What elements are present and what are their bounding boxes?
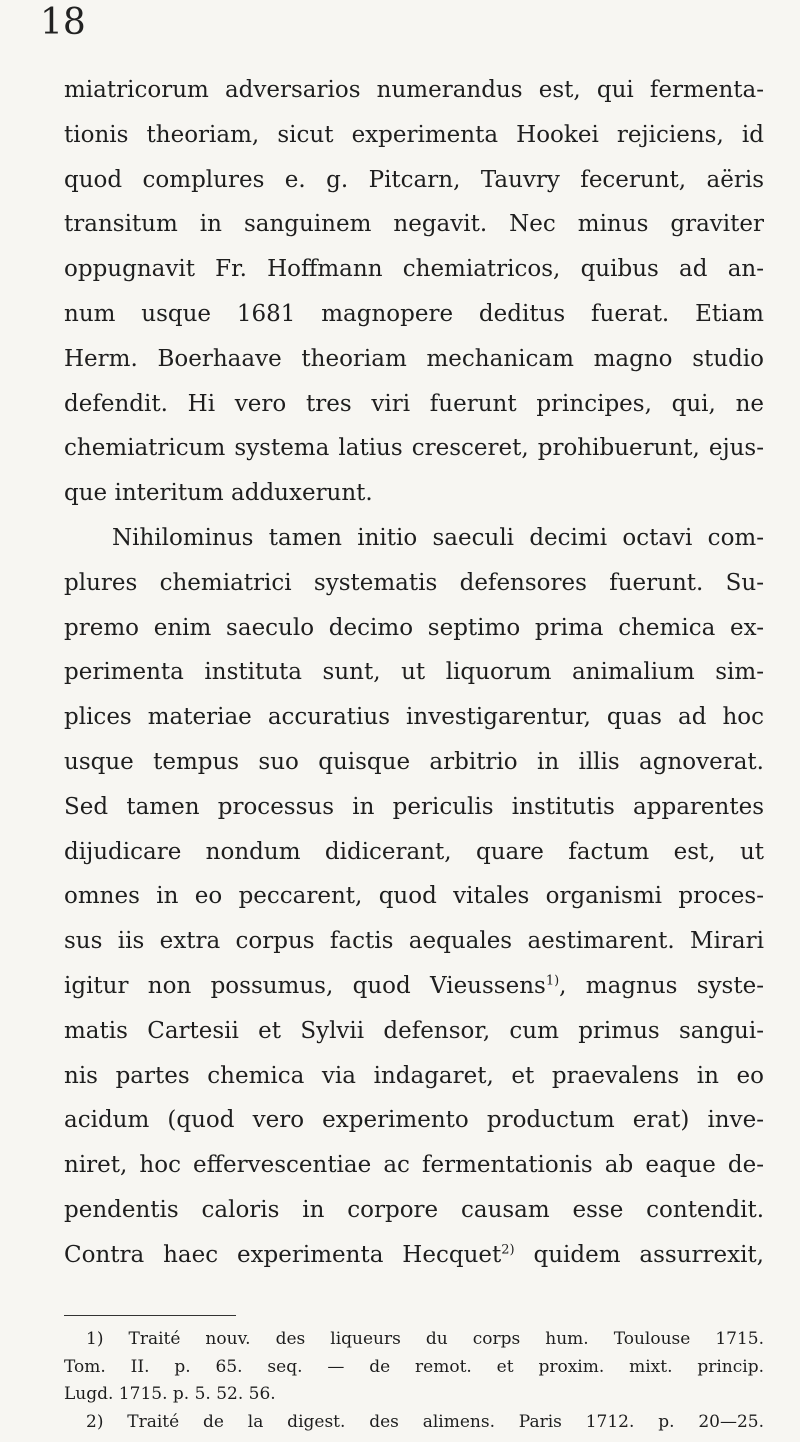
- text-line: matis Cartesii et Sylvii defensor, cum primus sangui-: [64, 1017, 764, 1044]
- text-line: omnes in eo peccarent, quod vitales organismi proces-: [64, 883, 764, 910]
- text-line: sus iis extra corpus factis aequales aestimarent. Mirari: [64, 928, 764, 955]
- footnote-ref-1: 1): [545, 973, 560, 989]
- text-line: transitum in sanguinem negavit. Nec minus graviter: [64, 211, 764, 238]
- text-fragment: , magnus syste-: [559, 972, 764, 999]
- text-line: quod complures e. g. Pitcarn, Tauvry fecerunt, aëris: [64, 166, 764, 193]
- footnote-1-continued: Lugd. 1715. p. 5. 52. 56.: [64, 1384, 276, 1404]
- footnotes: [64, 1326, 764, 1436]
- body-text: [64, 68, 764, 1278]
- text-line: dijudicare nondum didicerant, quare factum est, ut: [64, 838, 764, 865]
- text-fragment: quidem assurrexit,: [514, 1241, 764, 1268]
- footnote-2: 2) Traité de la digest. des alimens. Paris 1712. p. 20—25.: [86, 1411, 764, 1432]
- text-line: usque tempus suo quisque arbitrio in illis agnoverat.: [64, 748, 764, 775]
- text-line: acidum (quod vero experimento productum erat) inve-: [64, 1107, 764, 1134]
- text-line: chemiatricum systema latius cresceret, prohibuerunt, ejus-: [64, 435, 764, 462]
- footnote-1-continued: Tom. II. p. 65. seq. — de remot. et proxim. mixt. princip.: [64, 1356, 764, 1377]
- text-line: perimenta instituta sunt, ut liquorum animalium sim-: [64, 659, 764, 686]
- text-line: Herm. Boerhaave theoriam mechanicam magno studio: [64, 345, 764, 372]
- text-line: oppugnavit Fr. Hoffmann chemiatricos, quibus ad an-: [64, 256, 764, 283]
- text-line: defendit. Hi vero tres viri fuerunt principes, qui, ne: [64, 390, 764, 417]
- text-line: Sed tamen processus in periculis institutis apparentes: [64, 793, 764, 820]
- text-line-with-note-ref: [64, 1233, 764, 1278]
- text-fragment: Contra haec experimenta Hecquet: [64, 1241, 502, 1268]
- text-fragment: igitur non possumus, quod Vieussens: [64, 972, 546, 999]
- text-line: plures chemiatrici systematis defensores fuerunt. Su-: [64, 569, 764, 596]
- text-line: miatricorum adversarios numerandus est, qui fermenta-: [64, 77, 764, 103]
- text-line: Nihilominus tamen initio saeculi decimi octavi com-: [112, 524, 764, 551]
- footnote-ref-2: 2): [501, 1242, 515, 1258]
- page-number: 18: [40, 2, 86, 43]
- text-line: niret, hoc effervescentiae ac fermentationis ab eaque de-: [64, 1152, 764, 1179]
- text-line: tionis theoriam, sicut experimenta Hookei rejiciens, id: [64, 121, 764, 148]
- footnote-divider: [64, 1315, 236, 1316]
- text-line: plices materiae accuratius investigarentur, quas ad hoc: [64, 704, 764, 731]
- footnote-1: 1) Traité nouv. des liqueurs du corps hum. Toulouse 1715.: [86, 1329, 764, 1349]
- text-line: num usque 1681 magnopere deditus fuerat. Etiam: [64, 300, 764, 327]
- text-line: nis partes chemica via indagaret, et praevalens in eo: [64, 1062, 764, 1089]
- text-line: pendentis caloris in corpore causam esse contendit.: [64, 1196, 764, 1223]
- text-line-with-note-ref: [64, 964, 764, 1009]
- text-line: premo enim saeculo decimo septimo prima chemica ex-: [64, 614, 764, 641]
- text-line: que interitum adduxerunt.: [64, 480, 373, 507]
